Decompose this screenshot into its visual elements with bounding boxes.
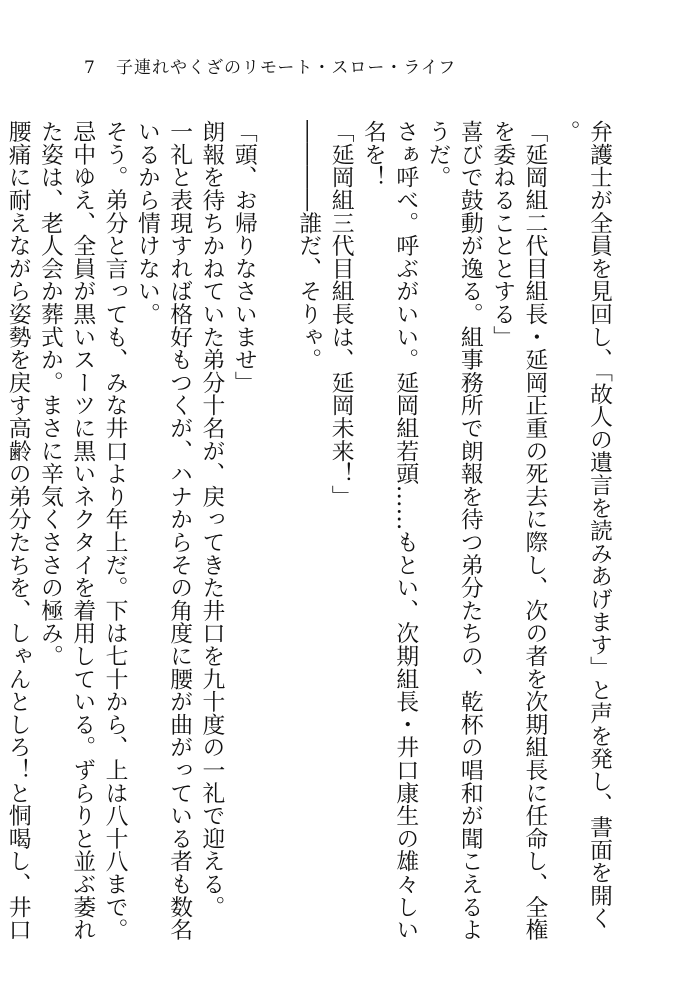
paragraph: 弁護士が全員を見回し、「故人の遺言を読みあげます」と声を発し、書面を開く。 — [553, 120, 612, 930]
body-text — [0, 120, 615, 980]
paragraph: ――――誰だ、そりゃ。 — [295, 120, 322, 371]
paragraph: 「延岡組二代目組長・延岡正重の死去に際し、次の者を次期組長に任命し、全権を委ねることとする」 — [489, 120, 548, 941]
page-number: 7 — [84, 58, 95, 78]
paragraph: 「延岡組三代目組長は、延岡未来！」 — [327, 120, 354, 508]
paragraph: 朗報を待ちかねていた弟分十名が、戻ってきた井口を九十度の一礼で迎える。 — [198, 120, 225, 918]
paragraph: 腰痛に耐えながら姿勢を戻す高齢の弟分たちを、しゃんとしろ！と恫喝し、井口 — [4, 120, 31, 941]
vertical-text-column — [0, 120, 615, 950]
running-title: 子連れやくざのリモート・スロー・ライフ — [116, 58, 457, 78]
paragraph: 喜びで鼓動が逸る。組事務所で朗報を待つ弟分たちの、乾杯の唱和が聞こえるようだ。 — [424, 120, 483, 941]
page-header — [0, 58, 697, 88]
paragraph: そう。弟分と言っても、みな井口より年上だ。下は七十から、上は八十八まで。忌中ゆえ、全員が黒いスーツに黒いネクタイを着用している。ずらりと並ぶ萎れた姿は、老人会か葬式か。まさに辛気くささの極み。 — [36, 120, 128, 941]
paragraph: 一礼と表現すれば格好もつくが、ハナからその角度に腰が曲がっている者も数名いるから情けない。 — [133, 120, 193, 941]
paragraph: さぁ呼べ。呼ぶがいい。延岡組若頭……もとい、次期組長・井口康生の雄々しい名を！ — [359, 120, 419, 941]
paragraph: 「頭、お帰りなさいませ」 — [230, 120, 257, 394]
blank-line — [260, 120, 292, 950]
